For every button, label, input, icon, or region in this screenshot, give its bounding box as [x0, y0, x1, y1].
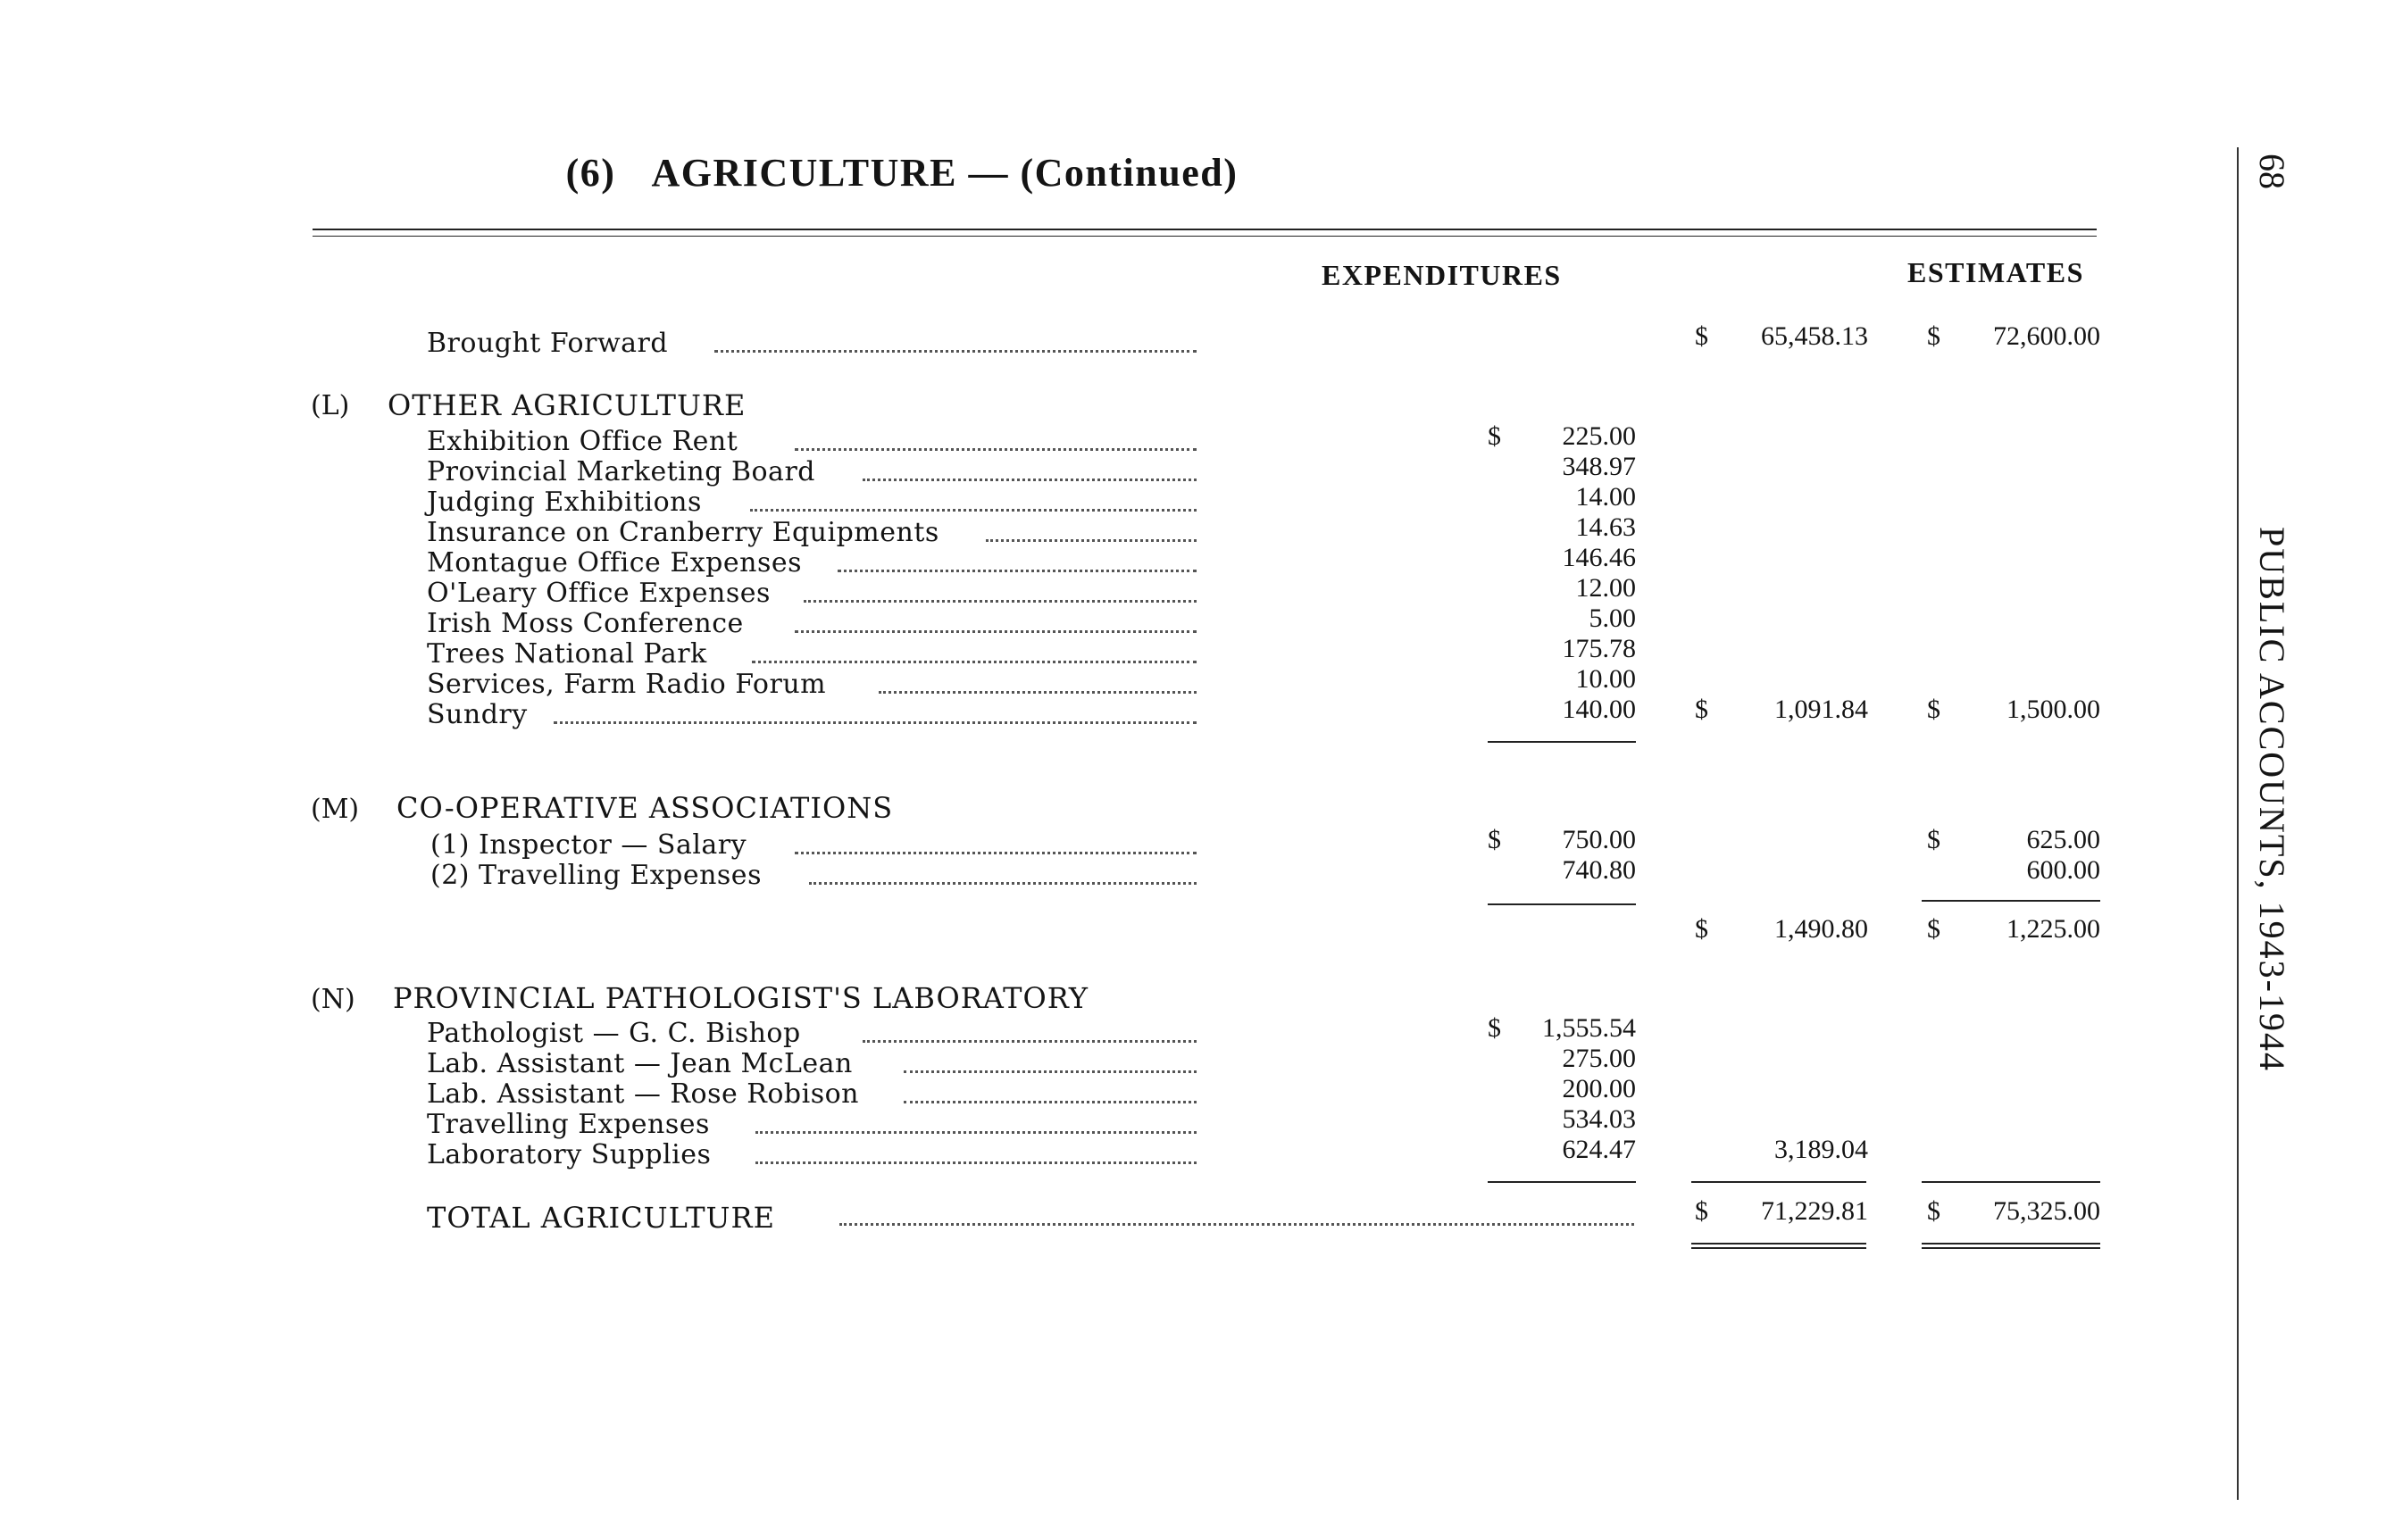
list-item: Lab. Assistant — Jean McLean [427, 1048, 853, 1079]
dot-leader [755, 1161, 1197, 1164]
grand-total-estimate: 75,325.00 [1993, 1196, 2100, 1226]
dot-leader [904, 1070, 1197, 1073]
brought-forward-expenditure: 65,458.13 [1761, 321, 1868, 351]
dollar-sign: $ [1927, 695, 1940, 724]
dot-leader [714, 350, 1197, 353]
item-amount: 624.47 [1562, 1135, 1636, 1164]
list-item: (2) Travelling Expenses [430, 860, 762, 891]
section-estimate: 1,500.00 [2006, 695, 2100, 724]
list-item: O'Leary Office Expenses [427, 578, 771, 609]
dot-leader [809, 882, 1197, 885]
list-item: (1) Inspector — Salary [430, 829, 747, 861]
dot-leader [839, 1223, 1634, 1226]
list-item: Judging Exhibitions [427, 487, 702, 518]
side-title: PUBLIC ACCOUNTS, 1943-1944 [2252, 527, 2292, 1072]
subtotal-rule [1488, 903, 1636, 905]
section-title-pathologist-lab: PROVINCIAL PATHOLOGIST'S LABORATORY [393, 981, 1089, 1015]
dollar-sign: $ [1927, 914, 1940, 944]
list-item: Services, Farm Radio Forum [427, 669, 827, 700]
col-header-estimates: ESTIMATES [1907, 256, 2084, 288]
total-double-rule [1691, 1243, 1866, 1244]
item-amount: 5.00 [1589, 604, 1636, 633]
section-title: AGRICULTURE — (Continued) [651, 151, 1239, 195]
item-amount: 740.80 [1562, 855, 1636, 885]
section-letter: (M) [311, 794, 360, 825]
total-double-rule [1691, 1247, 1866, 1249]
item-amount: 225.00 [1562, 421, 1636, 451]
page-title [0, 150, 1804, 196]
list-item: Exhibition Office Rent [427, 426, 738, 457]
dot-leader [904, 1101, 1197, 1103]
subtotal-rule [1922, 1181, 2100, 1183]
dot-leader [750, 509, 1197, 512]
item-amount: 10.00 [1575, 664, 1636, 694]
list-item: Montague Office Expenses [427, 547, 802, 579]
list-item: Pathologist — G. C. Bishop [427, 1018, 801, 1049]
item-amount: 14.00 [1575, 482, 1636, 512]
dot-leader [986, 539, 1197, 542]
brought-forward-label: Brought Forward [427, 328, 669, 359]
dot-leader [879, 691, 1197, 694]
item-amount: 348.97 [1562, 452, 1636, 481]
dollar-sign: $ [1488, 825, 1501, 854]
subtotal-rule [1488, 1181, 1636, 1183]
list-item: Irish Moss Conference [427, 608, 744, 639]
list-item: Laboratory Supplies [427, 1139, 712, 1170]
item-amount: 200.00 [1562, 1074, 1636, 1103]
page-number: 68 [2252, 154, 2292, 189]
dollar-sign: $ [1695, 1196, 1708, 1226]
item-amount: 14.63 [1575, 512, 1636, 542]
margin-line [2237, 147, 2239, 1500]
item-amount: 1,555.54 [1542, 1013, 1636, 1043]
item-estimate: 600.00 [2026, 855, 2100, 885]
list-item: Trees National Park [427, 638, 707, 670]
item-amount: 140.00 [1562, 695, 1636, 724]
dollar-sign: $ [1488, 1013, 1501, 1043]
subtotal-rule [1691, 1181, 1866, 1183]
dollar-sign: $ [1927, 321, 1940, 351]
dot-leader [795, 448, 1197, 451]
dot-leader [752, 661, 1197, 663]
total-double-rule [1922, 1243, 2100, 1244]
item-amount: 534.03 [1562, 1104, 1636, 1134]
col-header-expenditures: EXPENDITURES [1322, 259, 1562, 291]
item-amount: 12.00 [1575, 573, 1636, 603]
list-item: Sundry [427, 699, 528, 730]
section-total: 1,091.84 [1774, 695, 1868, 724]
list-item: Provincial Marketing Board [427, 456, 815, 487]
dollar-sign: $ [1695, 914, 1708, 944]
dot-leader [804, 600, 1197, 603]
list-item: Insurance on Cranberry Equipments [427, 517, 939, 548]
item-estimate: 625.00 [2026, 825, 2100, 854]
list-item: Lab. Assistant — Rose Robison [427, 1078, 859, 1110]
dollar-sign: $ [1927, 825, 1940, 854]
header-rule-top [313, 229, 2097, 230]
section-letter: (L) [311, 390, 350, 421]
section-title-co-operative: CO-OPERATIVE ASSOCIATIONS [396, 791, 894, 825]
brought-forward-estimate: 72,600.00 [1993, 321, 2100, 351]
subtotal-rule [1922, 900, 2100, 902]
item-amount: 175.78 [1562, 634, 1636, 663]
list-item: Travelling Expenses [427, 1109, 710, 1140]
section-total: 3,189.04 [1774, 1135, 1868, 1164]
section-letter: (N) [311, 984, 355, 1015]
dot-leader [795, 630, 1197, 633]
section-number: (6) [565, 151, 616, 195]
item-amount: 750.00 [1562, 825, 1636, 854]
section-total: 1,490.80 [1774, 914, 1868, 944]
dot-leader [863, 1040, 1197, 1043]
dot-leader [795, 852, 1197, 854]
total-double-rule [1922, 1247, 2100, 1249]
dollar-sign: $ [1927, 1196, 1940, 1226]
grand-total-expenditure: 71,229.81 [1761, 1196, 1868, 1226]
dot-leader [755, 1131, 1197, 1134]
subtotal-rule [1488, 741, 1636, 743]
section-estimate: 1,225.00 [2006, 914, 2100, 944]
item-amount: 275.00 [1562, 1044, 1636, 1073]
dot-leader [863, 479, 1197, 481]
dollar-sign: $ [1488, 421, 1501, 451]
header-rule-bottom [313, 236, 2097, 237]
item-amount: 146.46 [1562, 543, 1636, 572]
grand-total-label: TOTAL AGRICULTURE [427, 1201, 775, 1235]
dollar-sign: $ [1695, 321, 1708, 351]
dollar-sign: $ [1695, 695, 1708, 724]
dot-leader [838, 570, 1197, 572]
section-title-other-agriculture: OTHER AGRICULTURE [388, 388, 747, 422]
dot-leader [554, 721, 1197, 724]
